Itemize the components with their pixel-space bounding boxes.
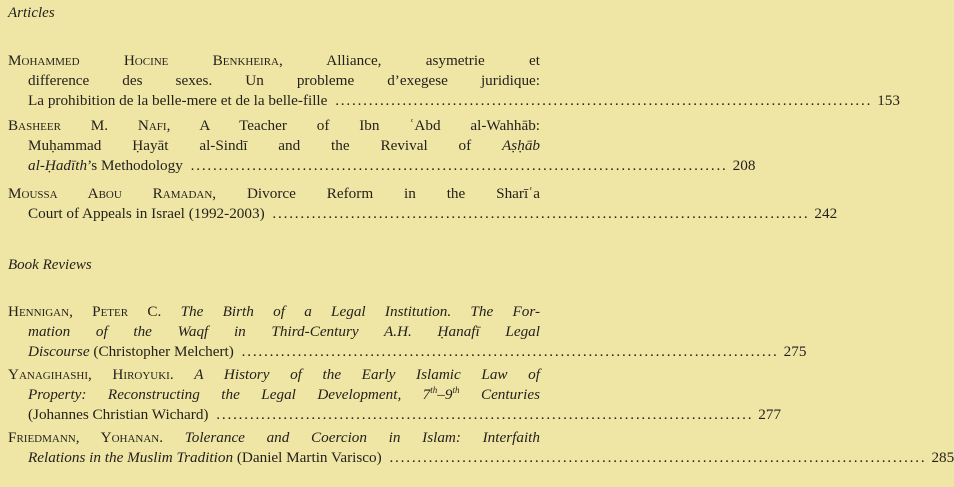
entry-text: , Alliance, asymetrie et bbox=[279, 52, 540, 69]
entry-text: , Divorce Reform in the Sharīʿa bbox=[212, 185, 540, 202]
entry-line bbox=[8, 302, 540, 322]
entry-text: ’s Methodology bbox=[87, 156, 183, 174]
section-heading-book-reviews: Book Reviews bbox=[8, 257, 92, 273]
book-title: in Third-Century A.H. Ḥanafī Legal bbox=[208, 322, 540, 340]
page-number: 153 bbox=[877, 91, 900, 109]
toc-entry[interactable] bbox=[8, 365, 782, 424]
author-name: Yanagihashi, Hiroyuki. bbox=[8, 366, 174, 383]
book-title: Discourse bbox=[28, 342, 90, 360]
dot-leader bbox=[216, 406, 750, 423]
dot-leader bbox=[335, 92, 869, 109]
book-title: Tolerance and Coercion in Islam: Interfaith bbox=[184, 429, 540, 446]
author-name: Moussa Abou Ramadan bbox=[8, 185, 213, 202]
entry-text: , A Teacher of Ibn ʿAbd al-Wahhāb: bbox=[166, 117, 541, 134]
book-title: A History of the Early Islamic Law of bbox=[194, 366, 540, 383]
dot-leader bbox=[191, 157, 725, 174]
superscript: th bbox=[430, 384, 438, 395]
page-number: 208 bbox=[732, 156, 756, 174]
entry-line bbox=[8, 365, 540, 385]
page-number: 277 bbox=[758, 405, 782, 423]
author-name: Friedmann, Yohanan. bbox=[8, 429, 164, 446]
entry-last-line bbox=[8, 342, 807, 362]
toc-entry[interactable] bbox=[8, 428, 954, 468]
dot-leader bbox=[242, 343, 776, 360]
book-title: The Birth of a Legal Institution. The For- bbox=[180, 303, 541, 320]
reviewer-name: (Daniel Martin Varisco) bbox=[233, 448, 382, 466]
entry-last-line bbox=[8, 204, 838, 224]
section-heading-articles: Articles bbox=[8, 5, 55, 21]
page-number: 242 bbox=[814, 204, 838, 222]
page-number: 285 bbox=[931, 448, 954, 466]
entry-line bbox=[8, 116, 540, 136]
entry-last-line bbox=[8, 448, 954, 468]
entry-last-line bbox=[8, 405, 782, 425]
entry-line bbox=[28, 343, 234, 360]
book-title: Property: Reconstructing the Legal Development, 7 bbox=[28, 385, 431, 403]
entry-last-line bbox=[8, 156, 756, 176]
entry-italic-text: Aṣḥāb bbox=[502, 136, 540, 154]
author-name: Hennigan, Peter C. bbox=[8, 303, 162, 320]
author-name: Basheer M. Nafi bbox=[8, 117, 167, 134]
entry-text: Court of Appeals in Israel (1992-2003) bbox=[28, 204, 265, 222]
superscript: th bbox=[452, 384, 460, 395]
book-title: Waqf bbox=[177, 322, 209, 340]
entry-line bbox=[8, 51, 540, 71]
entry-line bbox=[8, 136, 540, 156]
author-name: Mohammed Hocine Benkheira bbox=[8, 52, 280, 69]
entry-line bbox=[8, 184, 540, 204]
reviewer-name: (Johannes Christian Wichard) bbox=[28, 405, 209, 423]
book-title: –9 bbox=[437, 385, 453, 403]
book-title: Centuries bbox=[459, 385, 540, 403]
toc-entry[interactable] bbox=[8, 184, 838, 224]
dot-leader bbox=[272, 205, 806, 222]
toc-entry[interactable] bbox=[8, 302, 807, 361]
entry-line bbox=[28, 449, 382, 466]
reviewer-name: (Christopher Melchert) bbox=[89, 342, 234, 360]
entry-line bbox=[8, 385, 540, 405]
toc-entry[interactable] bbox=[8, 51, 900, 110]
entry-text: La prohibition de la belle-mere et de la belle-fille bbox=[28, 91, 328, 109]
book-title: mation of the bbox=[28, 322, 178, 340]
book-title: Relations in the Muslim Tradition bbox=[28, 448, 234, 466]
entry-italic-text: al-Ḥadīth bbox=[28, 156, 88, 174]
toc-entry[interactable] bbox=[8, 116, 756, 175]
entry-line bbox=[8, 428, 540, 448]
entry-line bbox=[8, 322, 540, 342]
dot-leader bbox=[389, 449, 923, 466]
entry-text: Muḥammad Ḥayāt al-Sindī and the Revival of bbox=[28, 136, 503, 154]
entry-line bbox=[28, 157, 183, 174]
entry-last-line bbox=[8, 91, 900, 111]
page-number: 275 bbox=[783, 342, 807, 360]
entry-text: difference des sexes. Un probleme d’exegese juridique: bbox=[28, 71, 540, 89]
